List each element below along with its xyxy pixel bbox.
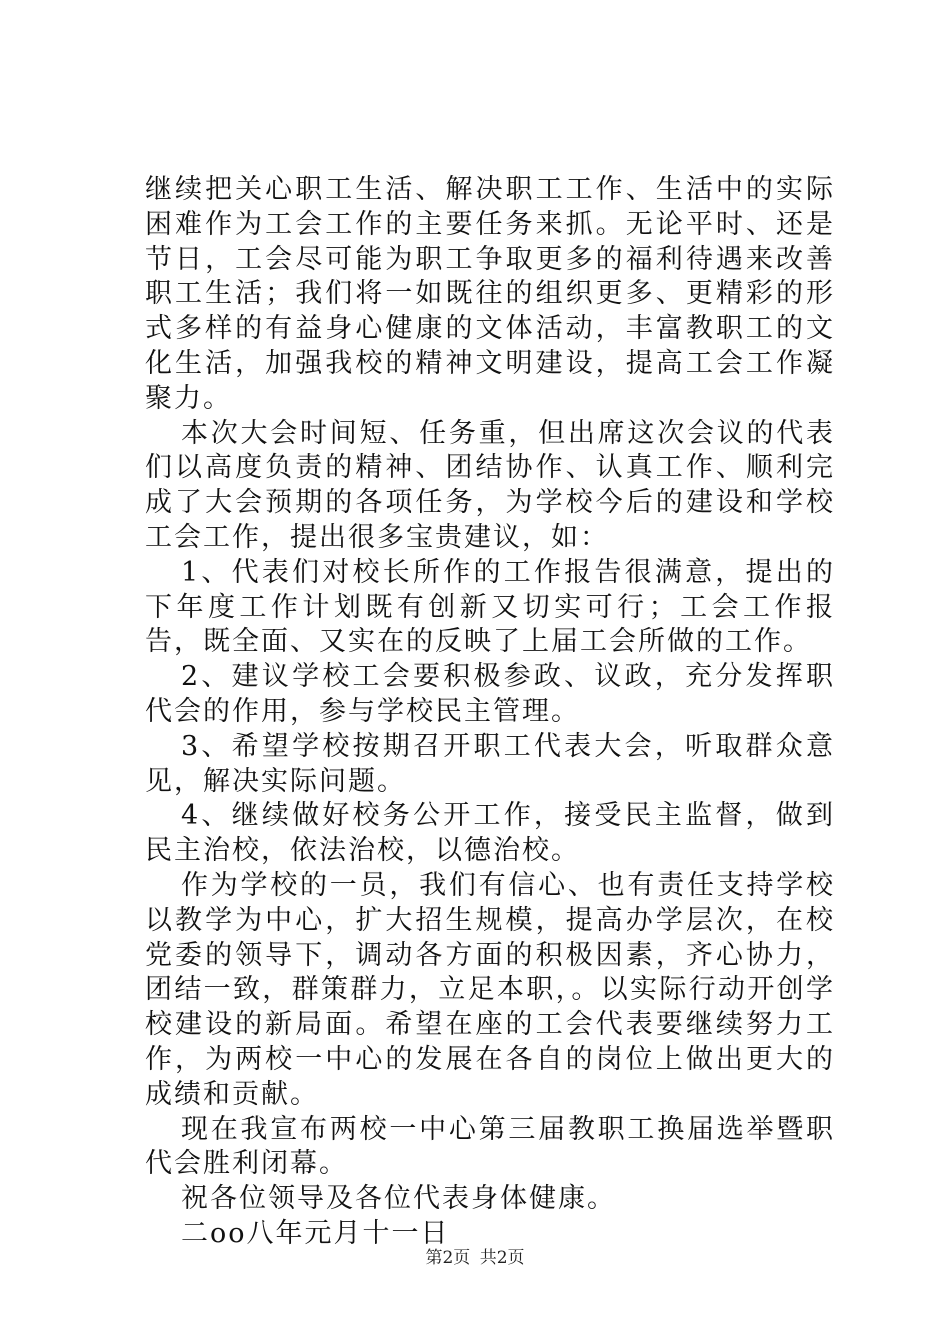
page-number: 第2页 — [425, 1248, 471, 1268]
paragraph-suggestion-2: 2、建议学校工会要积极参政、议政，充分发挥职代会的作用，参与学校民主管理。 — [145, 661, 835, 727]
document-body — [145, 173, 835, 1252]
paragraph-meeting-summary: 本次大会时间短、任务重，但出席这次会议的代表们以高度负责的精神、团结协作、认真工作、顺利完成了大会预期的各项任务，为学校今后的建设和学校工会工作，提出很多宝贵建议，如： — [145, 417, 835, 553]
paragraph-intro: 继续把关心职工生活、解决职工工作、生活中的实际困难作为工会工作的主要任务来抓。无论平时、还是节日，工会尽可能为职工争取更多的福利待遇来改善职工生活；我们将一如既往的组织更多、更精彩的形式多样的有益身心健康的文体活动，丰富教职工的文化生活，加强我校的精神文明建设，提高工会工作凝聚力。 — [145, 174, 835, 414]
paragraph-date: 二oo八年元月十一日 — [181, 1217, 450, 1249]
paragraph-commitment: 作为学校的一员，我们有信心、也有责任支持学校以教学为中心，扩大招生规模，提高办学层次，在校党委的领导下，调动各方面的积极因素，齐心协力，团结一致，群策群力，立足本职，。以实际行动开创学校建设的新局面。希望在座的工会代表要继续努力工作，为两校一中心的发展在各自的岗位上做出更大的成绩和贡献。 — [145, 869, 835, 1110]
paragraph-suggestion-4: 4、继续做好校务公开工作，接受民主监督，做到民主治校，依法治校，以德治校。 — [145, 800, 835, 867]
page-footer — [0, 1243, 950, 1268]
paragraph-suggestion-3: 3、希望学校按期召开职工代表大会，听取群众意见，解决实际问题。 — [145, 730, 835, 797]
paragraph-wishes: 祝各位领导及各位代表身体健康。 — [181, 1183, 616, 1215]
paragraph-closing-announcement: 现在我宣布两校一中心第三届教职工换届选举暨职代会胜利闭幕。 — [145, 1113, 835, 1180]
paragraph-suggestion-1: 1、代表们对校长所作的工作报告很满意，提出的下年度工作计划既有创新又切实可行；工会工作报告，既全面、又实在的反映了上届工会所做的工作。 — [145, 556, 835, 658]
page-total: 共2页 — [479, 1248, 525, 1268]
